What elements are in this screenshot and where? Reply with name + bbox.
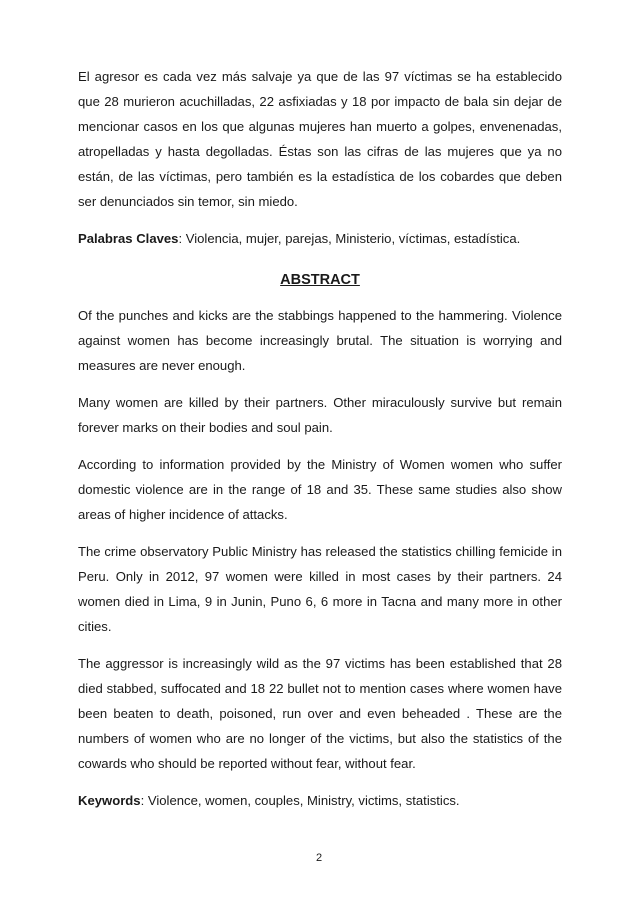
abstract-paragraph-5: The aggressor is increasingly wild as the 97 victims has been established that 28 died stabbed, suffocated and 18 22 bullet not to mention cases where women have been beaten to death, poisoned, run over and even beheaded . These are the numbers of women who are no longer of the victims, but also the statistics of the cowards who should be reported without fear, without fear.: [78, 656, 562, 771]
abstract-paragraph-2: Many women are killed by their partners. Other miraculously survive but remain forever marks on their bodies and soul pain.: [78, 395, 562, 435]
page-number: 2: [315, 852, 323, 864]
english-keywords-text: : Violence, women, couples, Ministry, victims, statistics.: [140, 793, 460, 808]
abstract-title: ABSTRACT: [280, 272, 360, 288]
spanish-keywords-label: Palabras Claves: [78, 231, 179, 246]
abstract-paragraph-3: According to information provided by the Ministry of Women women who suffer domestic violence are in the range of 18 and 35. These same studies also show areas of higher incidence of attacks.: [78, 457, 562, 522]
spanish-keywords-text: : Violencia, mujer, parejas, Ministerio, víctimas, estadística.: [178, 231, 521, 246]
english-keywords-label: Keywords: [78, 793, 141, 808]
english-keywords: [78, 788, 562, 813]
spanish-keywords: [78, 226, 562, 251]
abstract-paragraph-1: Of the punches and kicks are the stabbings happened to the hammering. Violence against women has become increasingly brutal. The situation is worrying and measures are never enough.: [78, 308, 562, 373]
abstract-paragraph-4: The crime observatory Public Ministry has released the statistics chilling femicide in Peru. Only in 2012, 97 women were killed in most cases by their partners. 24 women died in Lima, 9 in Junin, Puno 6, 6 more in Tacna and many more in other cities.: [78, 544, 562, 634]
spanish-paragraph: El agresor es cada vez más salvaje ya que de las 97 víctimas se ha establecido que 28 murieron acuchilladas, 22 asfixiadas y 18 por impacto de bala sin dejar de mencionar casos en los que algunas mujeres han muerto a golpes, envenenadas, atropelladas y hasta degolladas. Éstas son las cifras de las mujeres que ya no están, de las víctimas, pero también es la estadística de los cobardes que deben ser denunciados sin temor, sin miedo.: [78, 69, 562, 209]
